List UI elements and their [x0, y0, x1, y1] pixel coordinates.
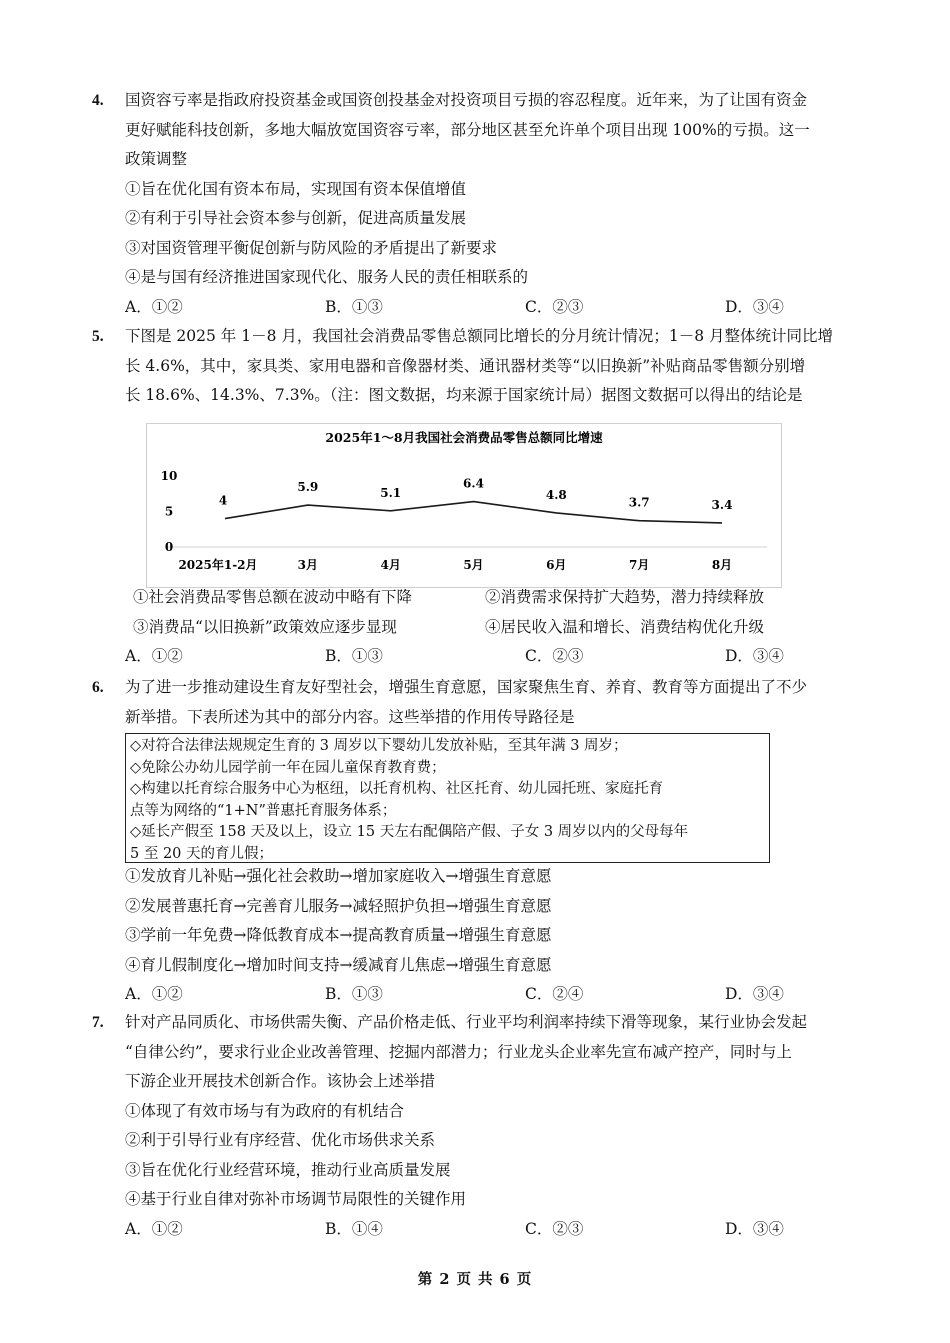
stem-line: 针对产品同质化、市场供需失衡、产品价格走低、行业平均利润率持续下滑等现象，某行业协会发起	[125, 1013, 808, 1031]
data-label: 6.4	[463, 476, 484, 491]
x-tick-label: 8月	[711, 558, 733, 572]
choice-d[interactable]: D．③④	[725, 985, 784, 1003]
choice-b[interactable]: B．①③	[325, 647, 383, 665]
choice-a[interactable]: A．①②	[125, 297, 183, 316]
choice-a[interactable]: A．①②	[125, 1219, 183, 1238]
option-statement: ②有利于引导社会资本参与创新，促进高质量发展	[125, 209, 467, 227]
stem-line: 政策调整	[125, 150, 188, 168]
x-tick-label: 4月	[380, 558, 401, 572]
choice-b[interactable]: B．①④	[325, 1219, 383, 1238]
stem-line: 长 18.6%、14.3%、7.3%。（注：图文数据，均来源于国家统计局）据图文数据可以得出的结论是	[125, 386, 803, 404]
measures-table	[125, 733, 770, 863]
stem-line: “自律公约”，要求行业企业改善管理、挖掘内部潜力；行业龙头企业率先宣布减产控产，同时与上	[125, 1042, 792, 1061]
table-line: ◇免除公办幼儿园学前一年在园儿童保育教育费；	[130, 759, 446, 776]
question-number: 6.	[92, 679, 104, 696]
page-footer: 第 2 页 共 6 页	[417, 1271, 533, 1288]
table-line: ◇对符合法律法规规定生育的 3 周岁以下婴幼儿发放补贴，至其年满 3 周岁；	[130, 738, 628, 754]
choice-c[interactable]: C．②③	[525, 1219, 584, 1238]
stem-line: 为了进一步推动建设生育友好型社会，增强生育意愿，国家聚焦生育、养育、教育等方面提出了不少	[125, 678, 808, 696]
question-6-options	[92, 862, 862, 1010]
question-stem	[125, 673, 862, 732]
stem-line: 下图是 2025 年 1－8 月，我国社会消费品零售总额同比增长的分月统计情况；1－8 月整体统计同比增	[125, 327, 834, 345]
question-stem	[125, 322, 862, 411]
x-tick-label: 7月	[628, 558, 650, 572]
stem-line: 长 4.6%，其中，家具类、家用电器和音像器材类、通讯器材类等“以旧换新”补贴商品零售额分别增	[125, 356, 806, 375]
option-statement: ④是与国有经济推进国家现代化、服务人民的责任相联系的	[125, 268, 529, 286]
question-stem	[125, 1008, 862, 1097]
option-row	[133, 583, 862, 613]
choice-d[interactable]: D．③④	[725, 647, 784, 665]
table-line: 5 至 20 天的育儿假；	[130, 845, 274, 862]
data-label: 4	[218, 493, 228, 508]
table-line: ◇延长产假至 158 天及以上，设立 15 天左右配偶陪产假、子女 3 周岁以内的父母每年	[130, 824, 689, 841]
data-label: 5.9	[297, 480, 319, 495]
x-tick-label: 5月	[463, 558, 484, 572]
chart-title: 2025年1～8月我国社会消费品零售总额同比增速	[325, 430, 603, 445]
option-statement: ④育儿假制度化→增加时间支持→缓减育儿焦虑→增强生育意愿	[125, 955, 552, 974]
stem-line: 更好赋能科技创新，多地大幅放宽国资容亏率，部分地区甚至允许单个项目出现 100%的亏损。这一	[125, 120, 810, 139]
table-line: 点等为网络的“1+N”普惠托育服务体系；	[130, 802, 397, 819]
question-number: 7.	[92, 1014, 104, 1031]
choice-b[interactable]: B．①③	[325, 297, 383, 316]
choice-d[interactable]: D．③④	[725, 297, 784, 316]
question-6	[92, 673, 862, 732]
stem-line: 下游企业开展技术创新合作。该协会上述举措	[125, 1072, 436, 1090]
stem-line: 新举措。下表所述为其中的部分内容。这些举措的作用传导路径是	[125, 707, 575, 726]
question-5	[92, 322, 862, 411]
chart-canvas	[147, 424, 781, 587]
choice-d[interactable]: D．③④	[725, 1219, 784, 1238]
x-tick-label: 6月	[546, 558, 567, 572]
choice-c[interactable]: C．②③	[525, 297, 584, 316]
option-statement: ③对国资管理平衡促创新与防风险的矛盾提出了新要求	[125, 238, 498, 257]
option-statement: ③消费品“以旧换新”政策效应逐步显现	[133, 617, 397, 636]
question-7	[92, 1008, 862, 1244]
answer-choices	[125, 980, 862, 1010]
option-row	[133, 613, 862, 643]
data-label: 3.4	[711, 497, 733, 512]
answer-choices	[125, 1215, 862, 1245]
option-statement: ③学前一年免费→降低教育成本→提高教育质量→增强生育意愿	[125, 926, 552, 944]
option-statement: ②发展普惠托育→完善育儿服务→减轻照护负担→增强生育意愿	[125, 896, 552, 915]
question-5-options	[92, 583, 862, 672]
option-statement: ②利于引导行业有序经营、优化市场供求关系	[125, 1131, 436, 1149]
x-tick-label: 3月	[297, 558, 319, 572]
option-statement: ①体现了有效市场与有为政府的有机结合	[125, 1101, 405, 1120]
question-number: 5.	[92, 328, 104, 345]
option-statement: ③旨在优化行业经营环境，推动行业高质量发展	[125, 1160, 451, 1179]
choice-b[interactable]: B．①③	[325, 985, 383, 1003]
data-label: 3.7	[628, 495, 650, 510]
choice-c[interactable]: C．②④	[525, 985, 584, 1003]
question-number: 4.	[92, 92, 104, 109]
data-label: 5.1	[380, 485, 402, 500]
option-statement: ①发放育儿补贴→强化社会救助→增加家庭收入→增强生育意愿	[125, 867, 552, 885]
question-4	[92, 86, 862, 322]
option-statement: ①旨在优化国有资本布局，实现国有资本保值增值	[125, 179, 467, 198]
choice-a[interactable]: A．①②	[125, 985, 183, 1003]
option-statement: ④基于行业自律对弥补市场调节局限性的关键作用	[125, 1190, 467, 1208]
table-line: ◇构建以托育综合服务中心为枢纽，以托育机构、社区托育、幼儿园托班、家庭托育	[130, 781, 664, 798]
answer-choices	[125, 293, 862, 323]
option-statement: ②消费需求保持扩大趋势，潜力持续释放	[485, 588, 765, 606]
option-statement: ④居民收入温和增长、消费结构优化升级	[485, 617, 765, 636]
y-tick-label: 10	[160, 469, 178, 483]
line-chart	[146, 423, 782, 588]
data-label: 4.8	[545, 487, 567, 502]
answer-choices	[125, 642, 862, 672]
y-tick-label: 5	[164, 504, 174, 519]
choice-a[interactable]: A．①②	[125, 647, 183, 665]
choice-c[interactable]: C．②③	[525, 647, 584, 665]
y-tick-label: 0	[164, 540, 174, 554]
x-tick-label: 2025年1-2月	[178, 558, 258, 572]
stem-line: 国资容亏率是指政府投资基金或国资创投基金对投资项目亏损的容忍程度。近年来，为了让国有资金	[125, 91, 808, 109]
option-statement: ①社会消费品零售总额在波动中略有下降	[133, 588, 413, 606]
question-stem	[125, 86, 862, 175]
